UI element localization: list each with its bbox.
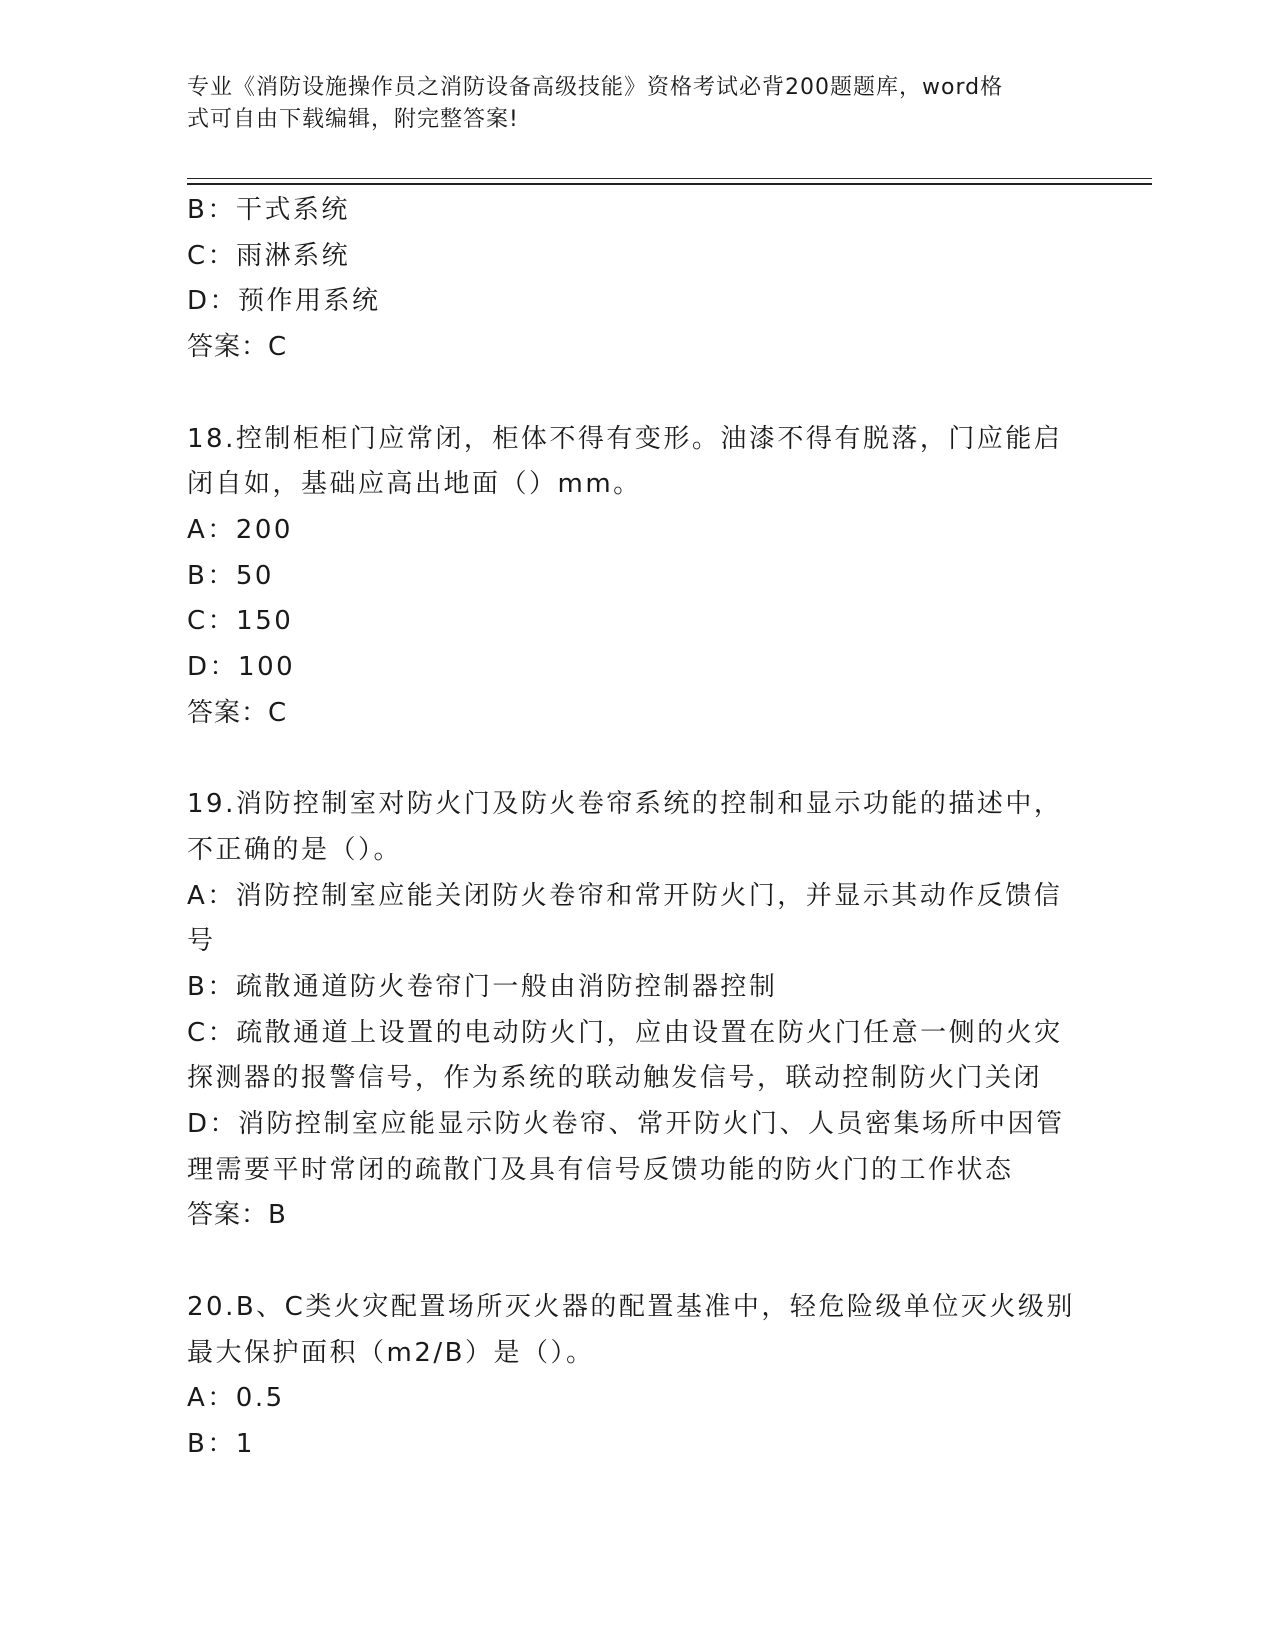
question-18	[187, 417, 1087, 737]
option-b: B：50	[187, 560, 274, 591]
question-stem-line-1: 19.消防控制室对防火门及防火卷帘系统的控制和显示功能的描述中，	[187, 789, 1063, 820]
option-d: D：100	[187, 652, 296, 683]
answer: 答案：C	[187, 697, 288, 728]
question-17	[187, 188, 1087, 371]
spacer	[187, 1239, 1087, 1285]
question-20	[187, 1285, 1087, 1468]
spacer	[187, 371, 1087, 417]
header-rule-thin	[187, 178, 1152, 179]
option-c-line-1: C：疏散通道上设置的电动防火门，应由设置在防火门任意一侧的火灾	[187, 1017, 1063, 1048]
header-line-2: 式可自由下载编辑，附完整答案!	[187, 107, 519, 132]
option-a: A：200	[187, 514, 293, 545]
option-a-line-2: 号	[187, 926, 216, 957]
option-b: B：1	[187, 1428, 255, 1459]
option-a-line-1: A：消防控制室应能关闭防火卷帘和常开防火门，并显示其动作反馈信	[187, 880, 1063, 911]
document-header	[187, 72, 1067, 136]
question-list	[187, 188, 1087, 1468]
option-c: C：150	[187, 606, 294, 637]
question-stem-line-1: 18.控制柜柜门应常闭，柜体不得有变形。油漆不得有脱落，门应能启	[187, 423, 1063, 454]
question-stem-line-1: 20.B、C类火灾配置场所灭火器的配置基准中，轻危险级单位灭火级别	[187, 1291, 1075, 1322]
option-c: C：雨淋系统	[187, 240, 351, 271]
question-stem-line-2: 最大保护面积（m2/B）是（）。	[187, 1337, 595, 1368]
option-b: B：干式系统	[187, 195, 350, 225]
answer: 答案：C	[187, 332, 288, 363]
question-stem-line-2: 闭自如，基础应高出地面（）mm。	[187, 469, 642, 500]
option-d-line-2: 理需要平时常闭的疏散门及具有信号反馈功能的防火门的工作状态	[187, 1154, 1014, 1185]
header-rule-thick	[187, 183, 1152, 185]
question-stem-line-2: 不正确的是（）。	[187, 834, 403, 865]
option-b: B：疏散通道防火卷帘门一般由消防控制器控制	[187, 971, 778, 1002]
option-d-line-1: D：消防控制室应能显示防火卷帘、常开防火门、人员密集场所中因管	[187, 1109, 1065, 1140]
question-19	[187, 782, 1087, 1239]
spacer	[187, 736, 1087, 782]
option-d: D：预作用系统	[187, 286, 381, 317]
option-a: A：0.5	[187, 1383, 285, 1414]
answer: 答案：B	[187, 1200, 287, 1231]
header-line-1: 专业《消防设施操作员之消防设备高级技能》资格考试必背200题题库，word格	[187, 75, 1004, 100]
option-c-line-2: 探测器的报警信号，作为系统的联动触发信号，联动控制防火门关闭	[187, 1063, 1043, 1094]
